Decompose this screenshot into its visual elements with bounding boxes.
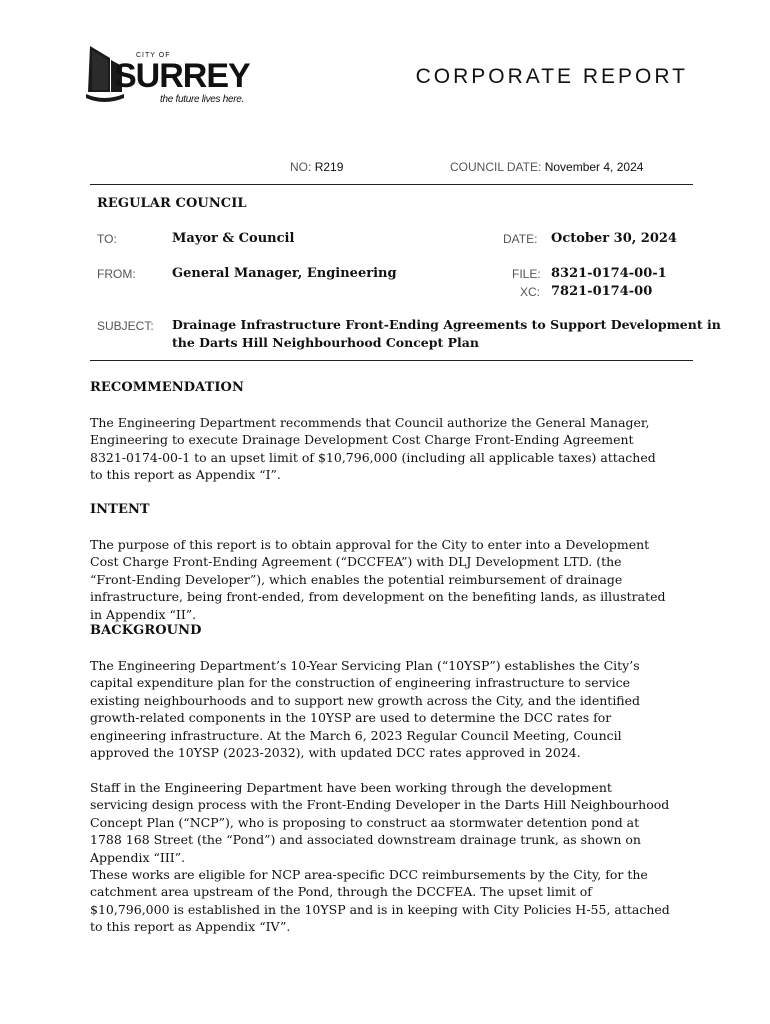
logo-tagline: the future lives here. — [160, 94, 245, 105]
report-number-value: R219 — [314, 160, 344, 174]
xc-value: 7821-0174-00 — [551, 284, 653, 299]
subject-line-1: Drainage Infrastructure Front-Ending Agreements to Support Development in — [172, 317, 721, 332]
council-date — [450, 160, 643, 174]
report-number-label: NO: — [290, 160, 312, 174]
from-value: General Manager, Engineering — [172, 266, 397, 281]
intent-text: The purpose of this report is to obtain approval for the City to enter into a Development Cost Charge Front-Ending Agreement (“DCCFEA”) with DLJ Development LTD. (the “Front-Ending Developer”), which enables the potential reimbursement of drainage infrastructure, being front-ended, from development on the benefiting lands, as illustrated in Appendix “II”. — [90, 537, 666, 622]
subject-label: SUBJECT: — [97, 319, 154, 333]
background-paragraph-1: The Engineering Department’s 10-Year Servicing Plan (“10YSP”) establishes the City’s capital expenditure plan for the construction of engineering infrastructure to service existing neighbourhoods and to support new growth across the City, and the identified growth-related components in the 10YSP are used to determine the DCC rates for engineering infrastructure. At the March 6, 2023 Regular Council Meeting, Council approved the 10YSP (2023-2032), with updated DCC rates approved in 2024. — [90, 658, 641, 761]
recommendation-heading: RECOMMENDATION — [90, 380, 244, 395]
memo-divider — [90, 360, 693, 361]
background-paragraph-2: Staff in the Engineering Department have been working through the development servicing design process with the Front-Ending Developer in the Darts Hill Neighbourhood Concept Plan (“NCP”), who is proposing to construct aa stormwater detention pond at 1788 168 Street (the “Pond”) and associated downstream drainage trunk, as shown on Appendix “III”. — [90, 780, 670, 865]
file-value: 8321-0174-00-1 — [551, 266, 667, 281]
council-date-value: November 4, 2024 — [544, 160, 644, 174]
date-value: October 30, 2024 — [551, 231, 677, 246]
header-divider — [90, 184, 693, 185]
from-label: FROM: — [97, 267, 136, 281]
file-label: FILE: — [512, 267, 541, 281]
report-number — [290, 160, 343, 174]
to-label: TO: — [97, 232, 117, 246]
background-paragraph-3: These works are eligible for NCP area-specific DCC reimbursements by the City, for the catchment area upstream of the Pond, through the DCCFEA. The upset limit of $10,796,000 is established in the 10YSP and is in keeping with City Policies H-55, attached to this report as Appendix “IV”. — [90, 867, 670, 935]
xc-label: XC: — [520, 285, 541, 299]
subject-line-2: the Darts Hill Neighbourhood Concept Plan — [172, 335, 479, 350]
report-title: CORPORATE REPORT — [415, 65, 688, 88]
meeting-type: REGULAR COUNCIL — [97, 196, 247, 211]
logo-surrey-wordmark: SURREY — [114, 57, 250, 95]
intent-heading: INTENT — [90, 502, 150, 517]
background-heading: BACKGROUND — [90, 623, 202, 638]
council-date-label: COUNCIL DATE: — [450, 160, 542, 174]
city-of-surrey-logo — [86, 44, 256, 114]
recommendation-text: The Engineering Department recommends that Council authorize the General Manager, Engineering to execute Drainage Development Cost Charge Front-Ending Agreement 8321-0174-00-1 to an upset limit of $10,796,000 (including all applicable taxes) attached to this report as Appendix “I”. — [90, 415, 656, 483]
date-label: DATE: — [503, 232, 538, 246]
to-value: Mayor & Council — [172, 231, 295, 246]
logo-city-of: CITY OF — [136, 52, 171, 59]
